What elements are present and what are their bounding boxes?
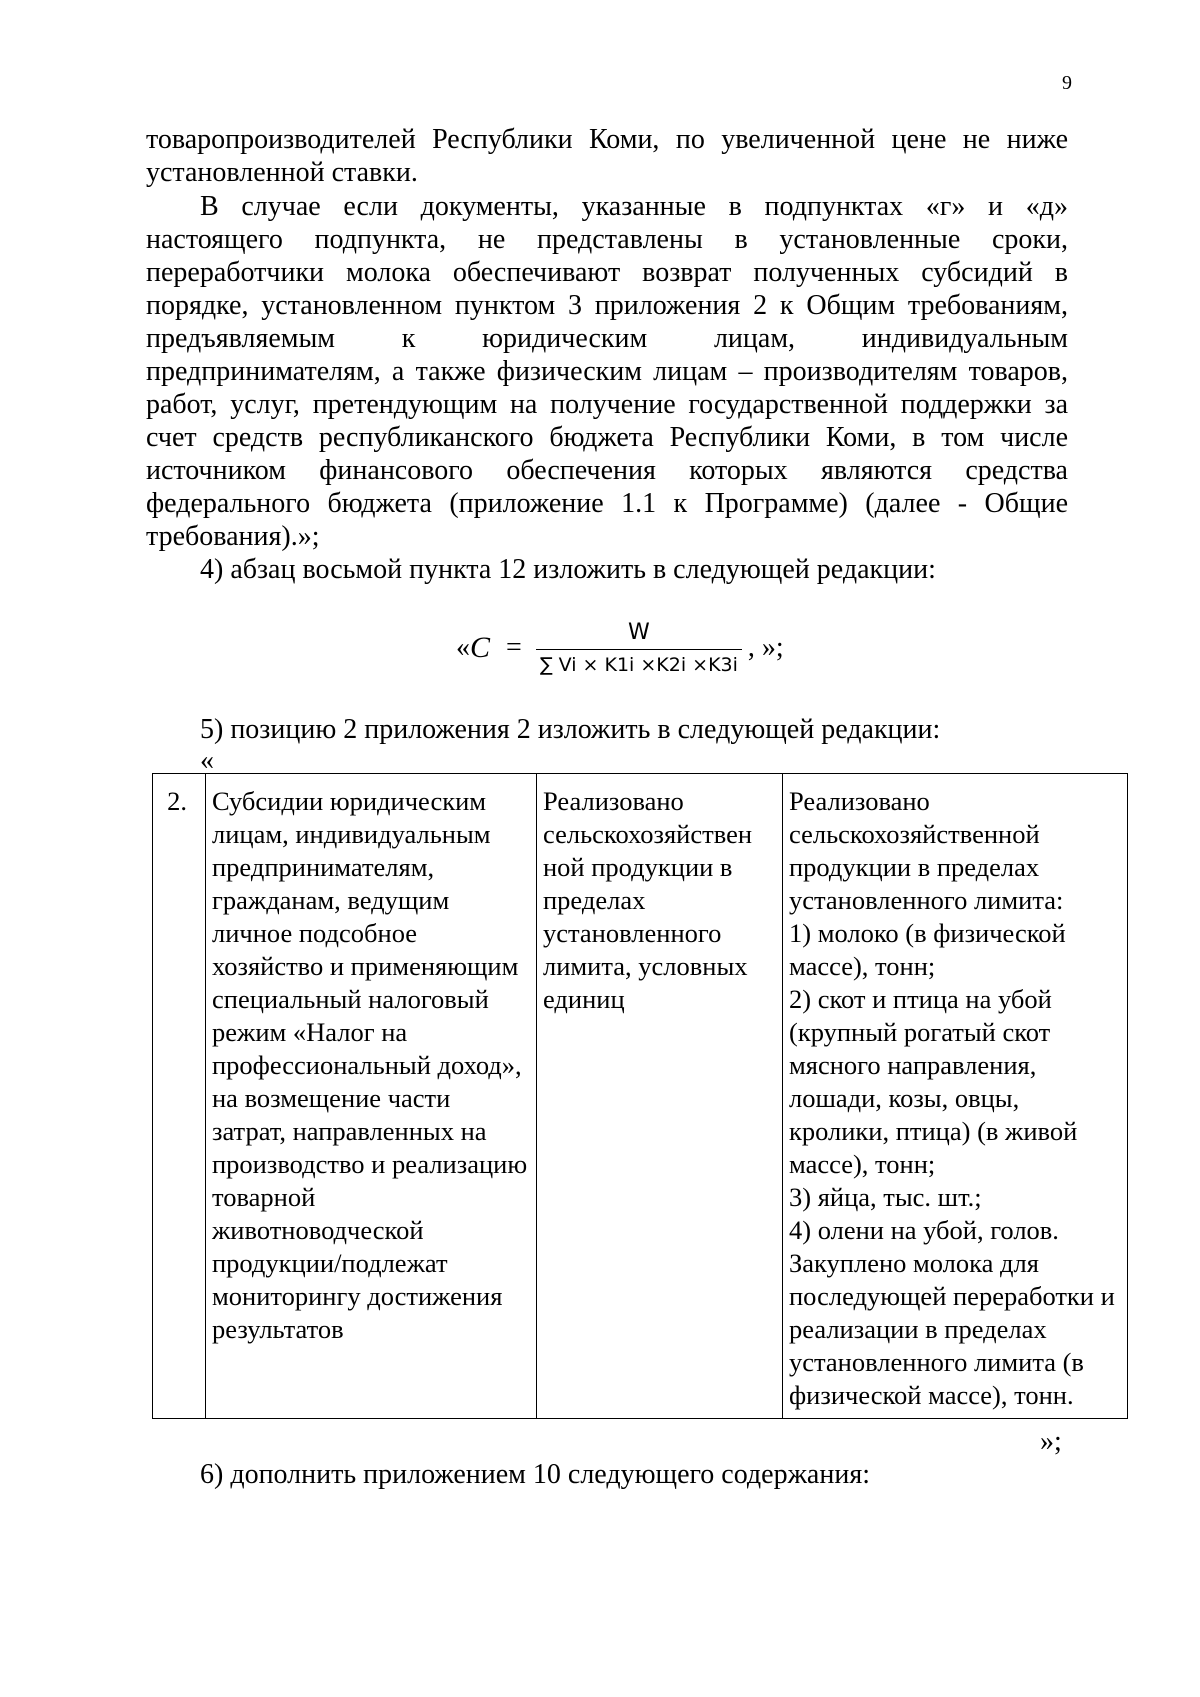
paragraph-text: 5) позицию 2 приложения 2 изложить в следующей редакции: [200, 714, 941, 745]
cell-result: Реализовано сельскохозяйственной продукции в пределах установленного лимита: 1) молоко (в физической массе), тонн; 2) скот и птица на убой (крупный рогатый скот мясного направления, лошади, козы, овцы, кролики, птица) (в живой массе), тонн; 3) яйца, тыс. шт.; 4) олени на убой, голов. Закуплено молока для последующей переработки и реализации в пределах установленного лимита (в физической массе), тонн. [783, 774, 1128, 1419]
table-open-quote: « [200, 745, 214, 776]
paragraph-item-6 [146, 1458, 1068, 1491]
cell-unit: Реализовано сельскохозяйствен ной продукции в пределах установленного лимита, условных единиц [537, 774, 783, 1419]
page-number: 9 [1062, 72, 1072, 94]
paragraph-item-4 [146, 553, 1068, 586]
formula-lhs: C [470, 631, 491, 664]
paragraph-text: 4) абзац восьмой пункта 12 изложить в следующей редакции: [200, 554, 936, 585]
formula-numerator: W [627, 620, 650, 645]
paragraph-return-of-subsidies [146, 190, 1068, 553]
table-close-quote: »; [1040, 1426, 1062, 1457]
position-2-table [152, 773, 1128, 1419]
formula-open-quote: « [456, 632, 470, 663]
paragraph-text: 6) дополнить приложением 10 следующего содержания: [200, 1459, 870, 1490]
formula-denominator: ∑ Vi × K1i ×K2i ×K3i [536, 649, 742, 676]
formula [456, 616, 784, 680]
paragraph-item-5 [146, 713, 1068, 746]
formula-fraction [536, 620, 742, 676]
table-row [153, 774, 1128, 1419]
cell-subsidy-name: Субсидии юридическим лицам, индивидуальным предпринимателям, гражданам, ведущим личное подсобное хозяйство и применяющим специальный налоговый режим «Налог на профессиональный доход», на возмещение части затрат, направленных на производство и реализацию товарной животноводческой продукции/подлежат мониторингу достижения результатов [206, 774, 537, 1419]
paragraph-continuation [146, 123, 1068, 189]
formula-equals: = [506, 632, 522, 663]
paragraph-text: В случае если документы, указанные в подпунктах «г» и «д» настоящего подпункта, не представлены в установленные сроки, переработчики молока обеспечивают возврат полученных субсидий в порядке, установленном пунктом 3 приложения 2 к Общим требованиям, предъявляемым к юридическим лицам, индивидуальным предпринимателям, а также физическим лицам – производителям товаров, работ, услуг, претендующим на получение государственной поддержки за счет средств республиканского бюджета Республики Коми, в том числе источником финансового обеспечения которых являются средства федерального бюджета (приложение 1.1 к Программе) (далее - Общие требования).»; [146, 191, 1068, 552]
paragraph-text: товаропроизводителей Республики Коми, по увеличенной цене не ниже установленной ставки. [146, 124, 1068, 188]
formula-tail: , »; [747, 632, 784, 663]
cell-number: 2. [153, 774, 206, 1419]
